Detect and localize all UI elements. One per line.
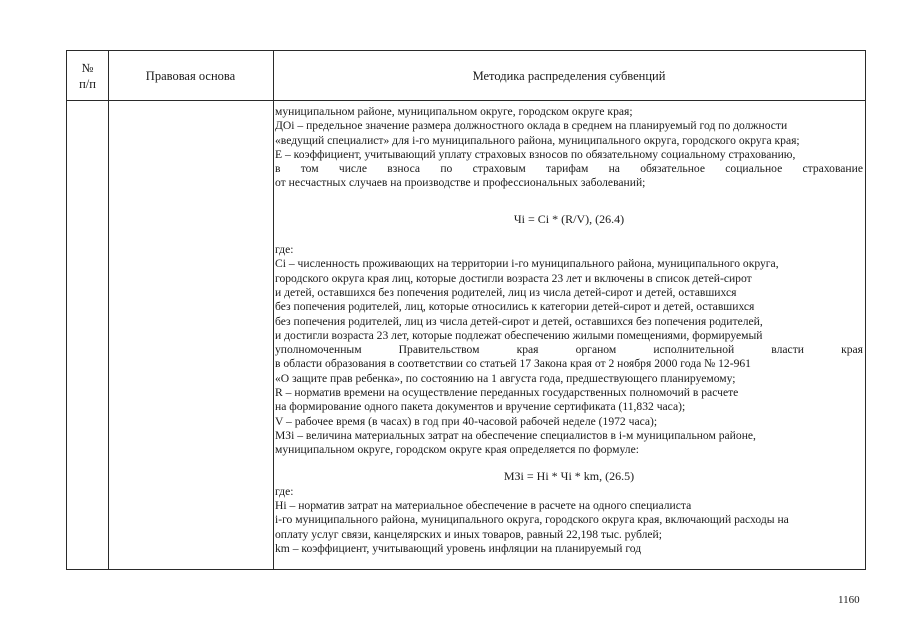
text-line: оплату услуг связи, канцелярских и иных товаров, равный 22,198 тыс. рублей; xyxy=(275,527,662,541)
text-line: Ci – численность проживающих на территории i-го муниципального района, муниципального округа, xyxy=(275,257,779,271)
text-line: уполномоченным Правительством края органом исполнительной власти края xyxy=(275,343,863,357)
text-line: от несчастных случаев на производстве и профессиональных заболеваний; xyxy=(275,176,646,190)
text-line: МЗi – величина материальных затрат на обеспечение специалистов в i-м муниципальном районе, xyxy=(275,428,756,442)
header-number xyxy=(67,60,108,92)
text-line: Hi – норматив затрат на материальное обеспечение в расчете на одного специалиста xyxy=(275,499,692,513)
page-number: 1160 xyxy=(838,594,860,606)
where-label: где: xyxy=(275,484,294,498)
text-line: на формирование одного пакета документов и вручение сертификата (11,832 часа); xyxy=(275,400,686,414)
text-line: городского округа края лиц, которые достигли возраста 23 лет и включены в список детей-сирот xyxy=(275,271,752,285)
header-methodology: Методика распределения субвенций xyxy=(472,69,666,83)
text-line: R – норматив времени на осуществление переданных государственных полномочий в расчете xyxy=(275,386,739,400)
header-legal-basis: Правовая основа xyxy=(145,69,236,83)
header-number-symbol: № xyxy=(81,61,94,75)
column-divider xyxy=(273,51,274,569)
formula-26-5: МЗi = Hi * Чi * km, (26.5) xyxy=(503,468,635,483)
methodology-text xyxy=(275,105,863,556)
text-line: km – коэффициент, учитывающий уровень инфляции на планируемый год xyxy=(275,542,642,556)
methodology-table xyxy=(66,50,866,570)
text-line: и достигли возраста 23 лет, которые подлежат обеспечению жилыми помещениями, формируемый xyxy=(275,328,763,342)
text-line: i-го муниципального района, муниципального округа, городского округа края, включающий расходы на xyxy=(275,513,789,527)
text-line: и детей, оставшихся без попечения родителей, лиц из числа детей-сирот и детей, оставшихся xyxy=(275,285,737,299)
text-line: в том числе взноса по страховым тарифам на обязательное социальное страхование xyxy=(275,162,863,176)
text-line: Е – коэффициент, учитывающий уплату страховых взносов по обязательному социальному страхованию, xyxy=(275,147,796,161)
text-line: в области образования в соответствии со статьей 17 Закона края от 2 ноября 2000 года № 12-961 xyxy=(275,357,751,371)
text-line: «ведущий специалист» для i-го муниципального района, муниципального округа, городского округа края; xyxy=(275,133,800,147)
text-line: без попечения родителей, лиц из числа детей-сирот и детей, оставшихся без попечения родителей, xyxy=(275,314,763,328)
text-line: муниципальном районе, муниципальном округе, городском округе края; xyxy=(275,105,633,118)
text-line: «О защите прав ребенка», по состоянию на 1 августа года, предшествующего планируемому; xyxy=(275,371,736,385)
header-divider xyxy=(67,100,865,101)
text-line: ДОi – предельное значение размера должностного оклада в среднем на планируемый год по должности xyxy=(275,119,788,133)
where-label: где: xyxy=(275,243,294,257)
text-line: без попечения родителей, лиц, которые относились к категории детей-сирот и детей, оставшихся xyxy=(275,300,755,314)
header-number-abbrev: п/п xyxy=(79,77,96,91)
formula-26-4: Чi = Ci * (R/V), (26.4) xyxy=(513,211,625,226)
text-line: муниципальном округе, городском округе края определяется по формуле: xyxy=(275,443,639,457)
text-line: V – рабочее время (в часах) в год при 40-часовой рабочей неделе (1972 часа); xyxy=(275,414,658,428)
column-divider xyxy=(108,51,109,569)
